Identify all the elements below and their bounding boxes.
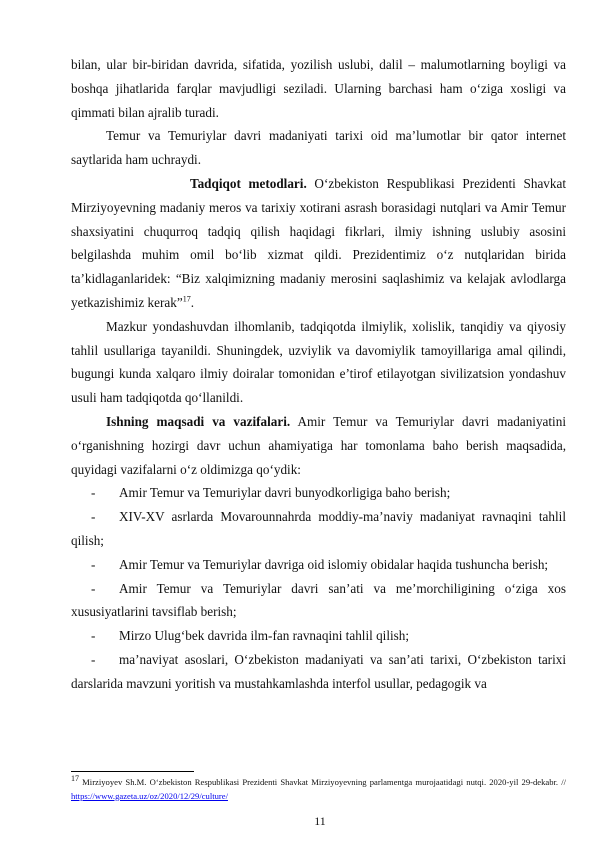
- paragraph-1: bilan, ular bir-biridan davrida, sifatida, yozilish uslubi, dalil – malumotlarning boyligi va boshqa jihatlarida farqlar mavjudligi seziladi. Ularning barchasi ham o‘ziga xosligi va qimmati bilan ajralib turadi.: [71, 57, 566, 120]
- footnote-text: Mirziyoyev Sh.M. O‘zbekiston Respublikasi Prezidenti Shavkat Mirziyoyevning parlamentga murojaatidagi nutqi. 2020-yil 29-dekabr. //: [79, 777, 566, 787]
- paragraph-methods: Tadqiqot metodlari. O‘zbekiston Respublikasi Prezidenti Shavkat Mirziyoyevning madaniy meros va tarixiy xotirani asrash borasidagi nutqlari va Amir Temur shaxsiyatini chuqurroq tadqiq qilish haqidagi fikrlari, ilmiy ishning uslubiy asosini belgilashda muhim omil bo‘lib xizmat qildi. Prezidentimiz o‘z nutqlaridan birida ta’kidlaganlaridek: “Biz xalqimizning madaniy merosini saqlashimiz va kelajak avlodlarga yetkazishimiz kerak”$^{17}$.: [71, 175, 567, 310]
- list-item: - XIV-XV asrlarda Movarounnahrda moddiy-ma’naviy madaniyat ravnaqini tahlil qilish;: [71, 509, 566, 548]
- methods-text: O‘zbekiston Respublikasi Prezidenti Shavkat Mirziyoyevning madaniy meros va tarixiy xotirani asrash borasidagi nutqlari va Amir Temur shaxsiyatini chuqurroq tadqiq qilish haqidagi fikrlari, ilmiy ishning uslubiy asosini belgilashda muhim omil bo‘lib xizmat qildi. Prezidentimiz o‘z nutqlaridan birida ta’kidlaganlaridek: “Biz xalqimizning madaniy merosini saqlashimiz va kelajak avlodlarga yetkazishimiz kerak”: [71, 175, 567, 310]
- task-list: [71, 481, 566, 695]
- goals-text: Amir Temur va Temuriylar davri madaniyatini o‘rganishning hozirgi davr uchun ahamiyatiga har tomonlama baho berish maqsadida, quyidagi vazifalarni o‘z oldimizga qo‘ydik:: [71, 413, 566, 477]
- paragraph-2: Temur va Temuriylar davri madaniyati tarixi oid ma’lumotlar bir qator internet saytlarida ham uchraydi.: [71, 128, 566, 168]
- goals-heading: Ishning maqsadi va vazifalari.: [106, 413, 291, 429]
- footnote-ref[interactable]: 17: [182, 294, 191, 304]
- footnote-separator: [71, 771, 194, 772]
- paragraph-goals: [71, 410, 566, 481]
- footnote: [71, 776, 566, 803]
- list-item: - Mirzo Ulug‘bek davrida ilm-fan ravnaqini tahlil qilish;: [91, 628, 410, 644]
- list-item: - Amir Temur va Temuriylar davriga oid islomiy obidalar haqida tushuncha berish;: [91, 556, 549, 572]
- footnote-link[interactable]: https://www.gazeta.uz/oz/2020/12/29/culture/: [71, 790, 228, 801]
- list-item: - ma’naviyat asoslari, O‘zbekiston madaniyati va san’ati tarixi, O‘zbekiston tarixi darslarida mavzuni yoritish va mustahkamlashda interfol usullar, pedagogik va: [71, 651, 566, 691]
- page-number: 11: [314, 814, 326, 828]
- footnote-number: 17: [71, 774, 79, 784]
- methods-heading: Tadqiqot metodlari.: [190, 175, 307, 191]
- page-body: [71, 53, 566, 696]
- paragraph-approach: Mazkur yondashuvdan ilhomlanib, tadqiqotda ilmiylik, xolislik, tanqidiy va qiyosiy tahlil usullariga tayanildi. Shuningdek, uzviylik va davomiylik tamoyillariga amal qilindi, bugungi kunda xalqaro ilmiy doiralar tomonidan e’tirof etilayotgan sivilizatsion yondashuv usuli ham tadqiqotda qo‘llanildi.: [71, 318, 566, 406]
- list-item: - Amir Temur va Temuriylar davri san’ati va me’morchiligining o‘ziga xos xususiyatlarini tavsiflab berish;: [71, 580, 566, 620]
- list-item: - Amir Temur va Temuriylar davri bunyodkorligiga baho berish;: [91, 485, 451, 501]
